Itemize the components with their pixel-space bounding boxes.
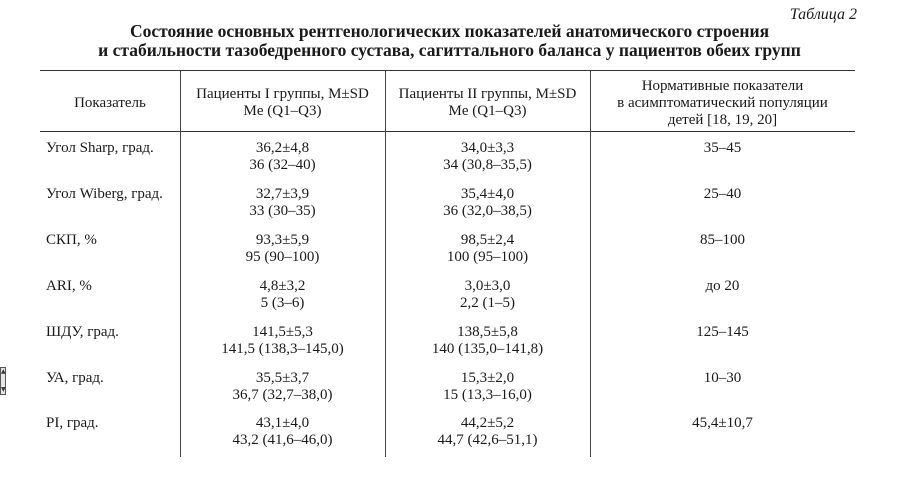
group-1-values: [180, 415, 385, 449]
table-row: [40, 278, 855, 324]
row-indicator-name: Угол Wiberg, град.: [46, 186, 163, 202]
table-row: [40, 370, 855, 416]
header-norms-line-3: детей [18, 19, 20]: [667, 112, 778, 128]
group-2-values: [385, 278, 590, 312]
group-1-mean: 32,7±3,9: [255, 186, 310, 202]
group-1-values: [180, 232, 385, 266]
group-2-median: 15 (13,3–16,0): [443, 387, 532, 403]
group-2-values: [385, 324, 590, 358]
group-1-values: [180, 186, 385, 220]
norm-value: 125–145: [696, 324, 749, 340]
title-line-2: и стабильности тазобедренного сустава, сагиттального баланса у пациентов обеих групп: [98, 40, 801, 60]
table-row: [40, 232, 855, 278]
group-2-median: 140 (135,0–141,8): [431, 341, 544, 357]
group-1-median: 5 (3–6): [260, 295, 305, 311]
header-norms-line-2: в асимптоматический популяции: [617, 95, 828, 111]
header-group-2: [385, 86, 590, 120]
norm-value: 25–40: [703, 186, 742, 202]
group-2-median: 44,7 (42,6–51,1): [437, 432, 538, 448]
group-1-mean: 141,5±5,3: [252, 324, 313, 340]
header-norms: [590, 78, 855, 129]
group-2-median: 100 (95–100): [446, 249, 529, 265]
group-2-mean: 3,0±3,0: [464, 278, 511, 294]
group-2-values: [385, 186, 590, 220]
header-group-1-line-2: Me (Q1–Q3): [243, 103, 322, 119]
group-1-mean: 35,5±3,7: [255, 370, 310, 386]
group-1-mean: 93,3±5,9: [255, 232, 310, 248]
table-row: [40, 415, 855, 461]
group-2-values: [385, 370, 590, 404]
norm-value: до 20: [705, 278, 740, 294]
row-indicator-name: PI, град.: [46, 415, 99, 431]
group-1-values: [180, 278, 385, 312]
group-2-mean: 15,3±2,0: [460, 370, 515, 386]
scroll-up-arrow-icon[interactable]: ▲: [1, 368, 6, 375]
group-1-mean: 36,2±4,8: [255, 140, 310, 156]
header-norms-line-1: Нормативные показатели: [641, 78, 804, 94]
table-row: [40, 140, 855, 186]
group-2-mean: 98,5±2,4: [460, 232, 515, 248]
group-2-values: [385, 415, 590, 449]
header-group-1: [180, 86, 385, 120]
header-group-2-line-1: Пациенты II группы, M±SD: [398, 86, 577, 102]
table-row: [40, 186, 855, 232]
title-line-1: Состояние основных рентгенологических показателей анатомического строения: [129, 21, 770, 41]
group-1-median: 95 (90–100): [245, 249, 320, 265]
header-group-2-line-2: Me (Q1–Q3): [448, 103, 527, 119]
header-indicator: Показатель: [74, 95, 146, 111]
norm-value: 45,4±10,7: [692, 415, 753, 431]
row-indicator-name: ARI, %: [46, 278, 92, 294]
group-2-values: [385, 140, 590, 174]
group-1-median: 33 (30–35): [249, 203, 316, 219]
row-indicator-name: Угол Sharp, град.: [46, 140, 154, 156]
group-1-median: 36 (32–40): [249, 157, 316, 173]
group-1-values: [180, 324, 385, 358]
group-2-median: 2,2 (1–5): [460, 295, 515, 311]
table-title: [40, 22, 859, 60]
group-1-values: [180, 140, 385, 174]
table-row: [40, 324, 855, 370]
header-rule: [40, 131, 855, 132]
group-1-mean: 4,8±3,2: [259, 278, 306, 294]
group-2-mean: 138,5±5,8: [457, 324, 518, 340]
group-2-mean: 35,4±4,0: [460, 186, 515, 202]
top-rule: [40, 70, 855, 71]
scroll-down-arrow-icon[interactable]: ▼: [1, 386, 6, 393]
side-scroll-handle[interactable]: [0, 367, 6, 395]
group-2-mean: 34,0±3,3: [460, 140, 515, 156]
row-indicator-name: УА, град.: [46, 370, 104, 386]
group-1-values: [180, 370, 385, 404]
norm-value: 85–100: [700, 232, 745, 248]
norm-value: 10–30: [703, 370, 742, 386]
row-indicator-name: СКП, %: [46, 232, 97, 248]
group-2-mean: 44,2±5,2: [460, 415, 515, 431]
group-2-median: 36 (32,0–38,5): [443, 203, 532, 219]
group-1-median: 43,2 (41,6–46,0): [232, 432, 333, 448]
group-2-values: [385, 232, 590, 266]
group-1-mean: 43,1±4,0: [255, 415, 310, 431]
group-1-median: 36,7 (32,7–38,0): [232, 387, 333, 403]
norm-value: 35–45: [703, 140, 742, 156]
table-label: Таблица 2: [789, 6, 857, 23]
group-2-median: 34 (30,8–35,5): [443, 157, 532, 173]
row-indicator-name: ШДУ, град.: [46, 324, 119, 340]
header-group-1-line-1: Пациенты I группы, M±SD: [196, 86, 369, 102]
group-1-median: 141,5 (138,3–145,0): [221, 341, 344, 357]
